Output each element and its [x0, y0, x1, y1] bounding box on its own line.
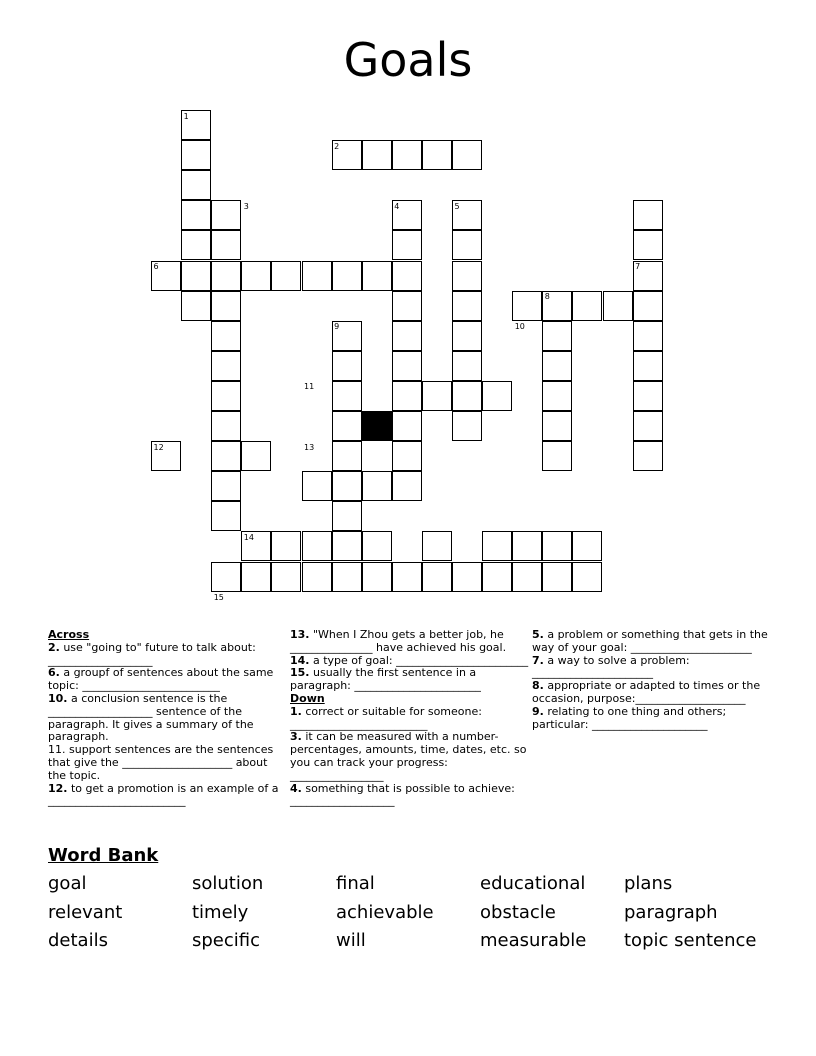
grid-cell[interactable] [181, 140, 211, 170]
grid-cell[interactable] [332, 441, 362, 471]
clue-number-label: 7 [635, 262, 641, 271]
grid-cell[interactable] [452, 321, 482, 351]
grid-cell[interactable] [542, 441, 572, 471]
grid-cell[interactable] [633, 441, 663, 471]
grid-cell[interactable] [452, 140, 482, 170]
word-bank-word: will [336, 930, 366, 951]
clue-number-label: 10 [514, 322, 525, 332]
grid-cell[interactable] [422, 531, 452, 561]
clue-body: a type of goal: ________________________ [309, 653, 529, 667]
clue-number-label: 4 [394, 201, 400, 211]
grid-cell[interactable] [542, 381, 572, 411]
clue-number-label: 3 [243, 201, 249, 211]
clue-text [290, 667, 530, 693]
clue-number: 7. [532, 653, 544, 667]
clue-number-label: 13 [304, 442, 315, 452]
clue-text [48, 783, 288, 809]
clue-text [290, 629, 530, 655]
grid-cell[interactable] [271, 562, 301, 592]
grid-cell[interactable] [422, 562, 452, 592]
grid-cell[interactable] [542, 411, 572, 441]
grid-cell[interactable] [392, 321, 422, 351]
grid-cell[interactable] [362, 562, 392, 592]
clue-number: 10. [48, 691, 68, 705]
word-bank-word: goal [48, 873, 87, 894]
grid-cell[interactable] [181, 291, 211, 321]
grid-cell[interactable] [211, 321, 241, 351]
clue-number-label: 1 [183, 111, 189, 121]
word-bank-word: achievable [336, 901, 434, 923]
grid-cell[interactable] [211, 230, 241, 260]
clue-number: 1. [290, 704, 302, 718]
clue-text [48, 744, 288, 782]
grid-cell[interactable] [542, 562, 572, 592]
word-bank-word: timely [192, 901, 249, 923]
clue-text [532, 680, 772, 706]
grid-cell[interactable] [302, 471, 332, 501]
grid-cell[interactable] [211, 351, 241, 381]
grid-cell[interactable] [482, 562, 512, 592]
clue-body: a conclusion sentence is the ___________________ sentence of the paragraph. It gives a summary of the paragraph. [48, 691, 258, 744]
grid-cell[interactable] [332, 562, 362, 592]
grid-cell[interactable] [452, 351, 482, 381]
grid-cell[interactable] [633, 411, 663, 441]
clue-number: 15. [290, 666, 310, 680]
grid-cell[interactable] [211, 381, 241, 411]
clue-text [532, 706, 772, 732]
grid-cell[interactable] [181, 261, 211, 291]
black-cell [362, 411, 392, 441]
grid-cell[interactable] [211, 441, 241, 471]
clues-column-1 [48, 629, 288, 808]
grid-cell[interactable] [392, 261, 422, 291]
grid-cell[interactable] [452, 562, 482, 592]
clue-body: relating to one thing and others; particular: _____________________ [532, 704, 730, 731]
clue-number: 6. [48, 666, 60, 680]
clue-number: 8. [532, 679, 544, 693]
grid-cell[interactable] [482, 531, 512, 561]
word-bank-word: topic sentence [624, 930, 757, 951]
down-header: Down [290, 691, 325, 705]
grid-cell[interactable] [302, 531, 332, 561]
grid-cell[interactable] [362, 261, 392, 291]
clue-number: 5. [532, 628, 544, 641]
clue-text [48, 667, 288, 693]
grid-cell[interactable] [392, 140, 422, 170]
word-bank-word: paragraph [624, 901, 718, 923]
grid-cell[interactable] [392, 351, 422, 381]
grid-cell[interactable] [633, 230, 663, 260]
grid-cell[interactable] [332, 471, 362, 501]
clue-text [532, 629, 772, 655]
clue-body: usually the first sentence in a paragraph: _______________________ [290, 666, 481, 693]
grid-cell[interactable] [241, 562, 271, 592]
grid-cell[interactable] [512, 562, 542, 592]
clue-number-label: 5 [454, 201, 460, 211]
grid-cell[interactable] [271, 261, 301, 291]
clue-body: appropriate or adapted to times or the occasion, purpose:____________________ [532, 679, 764, 705]
grid-cell[interactable] [332, 351, 362, 381]
grid-cell[interactable] [332, 531, 362, 561]
word-bank-word: educational [480, 873, 586, 894]
clue-text [48, 642, 288, 668]
clue-body: "When I Zhou gets a better job, he _______________ have achieved his goal. [290, 628, 508, 654]
grid-cell[interactable] [452, 291, 482, 321]
clue-number-label: 14 [243, 532, 254, 542]
across-header: Across [48, 628, 90, 641]
grid-cell[interactable] [211, 261, 241, 291]
grid-cell[interactable] [362, 531, 392, 561]
grid-cell[interactable] [332, 261, 362, 291]
grid-cell[interactable] [271, 531, 301, 561]
grid-cell[interactable] [211, 501, 241, 531]
grid-cell[interactable] [452, 230, 482, 260]
clue-body: use "going to" future to talk about: ___________________ [48, 640, 260, 667]
grid-cell[interactable] [633, 291, 663, 321]
clue-text [532, 655, 772, 681]
word-bank-word: solution [192, 873, 264, 894]
grid-cell[interactable] [392, 471, 422, 501]
word-bank-word: details [48, 930, 108, 951]
grid-cell[interactable] [572, 291, 602, 321]
grid-cell[interactable] [181, 170, 211, 200]
grid-cell[interactable] [241, 261, 271, 291]
clue-number: 13. [290, 628, 310, 641]
clue-text [48, 693, 288, 744]
grid-cell[interactable] [332, 501, 362, 531]
word-bank-word: obstacle [480, 901, 556, 923]
grid-cell[interactable] [332, 411, 362, 441]
clue-body: correct or suitable for someone: _________________________ [290, 704, 486, 731]
grid-cell[interactable] [392, 562, 422, 592]
clue-body: 11. support sentences are the sentences that give the ____________________ about the topic. [48, 743, 277, 782]
grid-cell[interactable] [211, 562, 241, 592]
grid-cell[interactable] [392, 230, 422, 260]
grid-cell[interactable] [422, 381, 452, 411]
clue-number-label: 15 [213, 593, 224, 603]
puzzle-title: Goals [343, 33, 473, 87]
clue-number: 4. [290, 781, 302, 795]
grid-cell[interactable] [211, 291, 241, 321]
clue-number: 9. [532, 704, 544, 718]
word-bank-title: Word Bank [48, 845, 159, 866]
clue-number-label: 11 [304, 382, 315, 392]
clue-number-label: 8 [544, 292, 550, 302]
grid-cell[interactable] [542, 321, 572, 351]
grid-cell[interactable] [181, 230, 211, 260]
clue-number-label: 12 [153, 442, 164, 452]
grid-cell[interactable] [362, 140, 392, 170]
clues-column-3 [532, 629, 772, 731]
grid-cell[interactable] [633, 321, 663, 351]
word-bank-word: final [336, 873, 375, 894]
grid-cell[interactable] [512, 531, 542, 561]
clue-number: 12. [48, 781, 68, 795]
grid-cell[interactable] [482, 381, 512, 411]
clue-number-label: 6 [153, 262, 159, 271]
clue-body: a problem or something that gets in the way of your goal: ______________________ [532, 628, 772, 654]
grid-cell[interactable] [392, 381, 422, 411]
clue-number-label: 2 [334, 141, 340, 151]
grid-cell[interactable] [392, 291, 422, 321]
clue-body: a way to solve a problem: ______________________ [532, 653, 694, 680]
grid-cell[interactable] [181, 200, 211, 230]
grid-cell[interactable] [362, 471, 392, 501]
grid-cell[interactable] [542, 531, 572, 561]
grid-cell[interactable] [422, 140, 452, 170]
grid-cell[interactable] [452, 411, 482, 441]
grid-cell[interactable] [633, 200, 663, 230]
grid-cell[interactable] [452, 261, 482, 291]
word-bank-word: measurable [480, 930, 587, 951]
grid-cell[interactable] [542, 351, 572, 381]
clue-body: a groupf of sentences about the same topic: _________________________ [48, 666, 277, 693]
clue-body: something that is possible to achieve: ___________________ [290, 781, 519, 808]
grid-cell[interactable] [392, 441, 422, 471]
grid-cell[interactable] [241, 441, 271, 471]
clues-column-2 [290, 629, 530, 808]
grid-cell[interactable] [633, 381, 663, 411]
grid-cell[interactable] [603, 291, 633, 321]
grid-cell[interactable] [302, 261, 332, 291]
grid-cell[interactable] [572, 562, 602, 592]
word-bank-word: plans [624, 873, 673, 894]
grid-cell[interactable] [332, 381, 362, 411]
clue-number: 3. [290, 730, 302, 744]
grid-cell[interactable] [211, 200, 241, 230]
grid-cell[interactable] [633, 351, 663, 381]
clue-number: 2. [48, 640, 60, 654]
clue-text [290, 783, 530, 809]
word-bank-word: relevant [48, 901, 123, 923]
grid-cell[interactable] [211, 411, 241, 441]
clue-body: it can be measured with a number- percentages, amounts, time, dates, etc. so you can track your progress: _________________ [290, 730, 530, 782]
grid-cell[interactable] [572, 531, 602, 561]
grid-cell[interactable] [452, 381, 482, 411]
clue-number-label: 9 [334, 322, 340, 332]
word-bank-word: specific [192, 930, 261, 951]
grid-cell[interactable] [211, 471, 241, 501]
grid-cell[interactable] [512, 291, 542, 321]
clue-body: to get a promotion is an example of a _________________________ [48, 781, 283, 808]
clue-number: 14. [290, 653, 310, 667]
grid-cell[interactable] [302, 562, 332, 592]
grid-cell[interactable] [392, 411, 422, 441]
clue-text [290, 706, 530, 732]
clue-text [290, 731, 530, 782]
